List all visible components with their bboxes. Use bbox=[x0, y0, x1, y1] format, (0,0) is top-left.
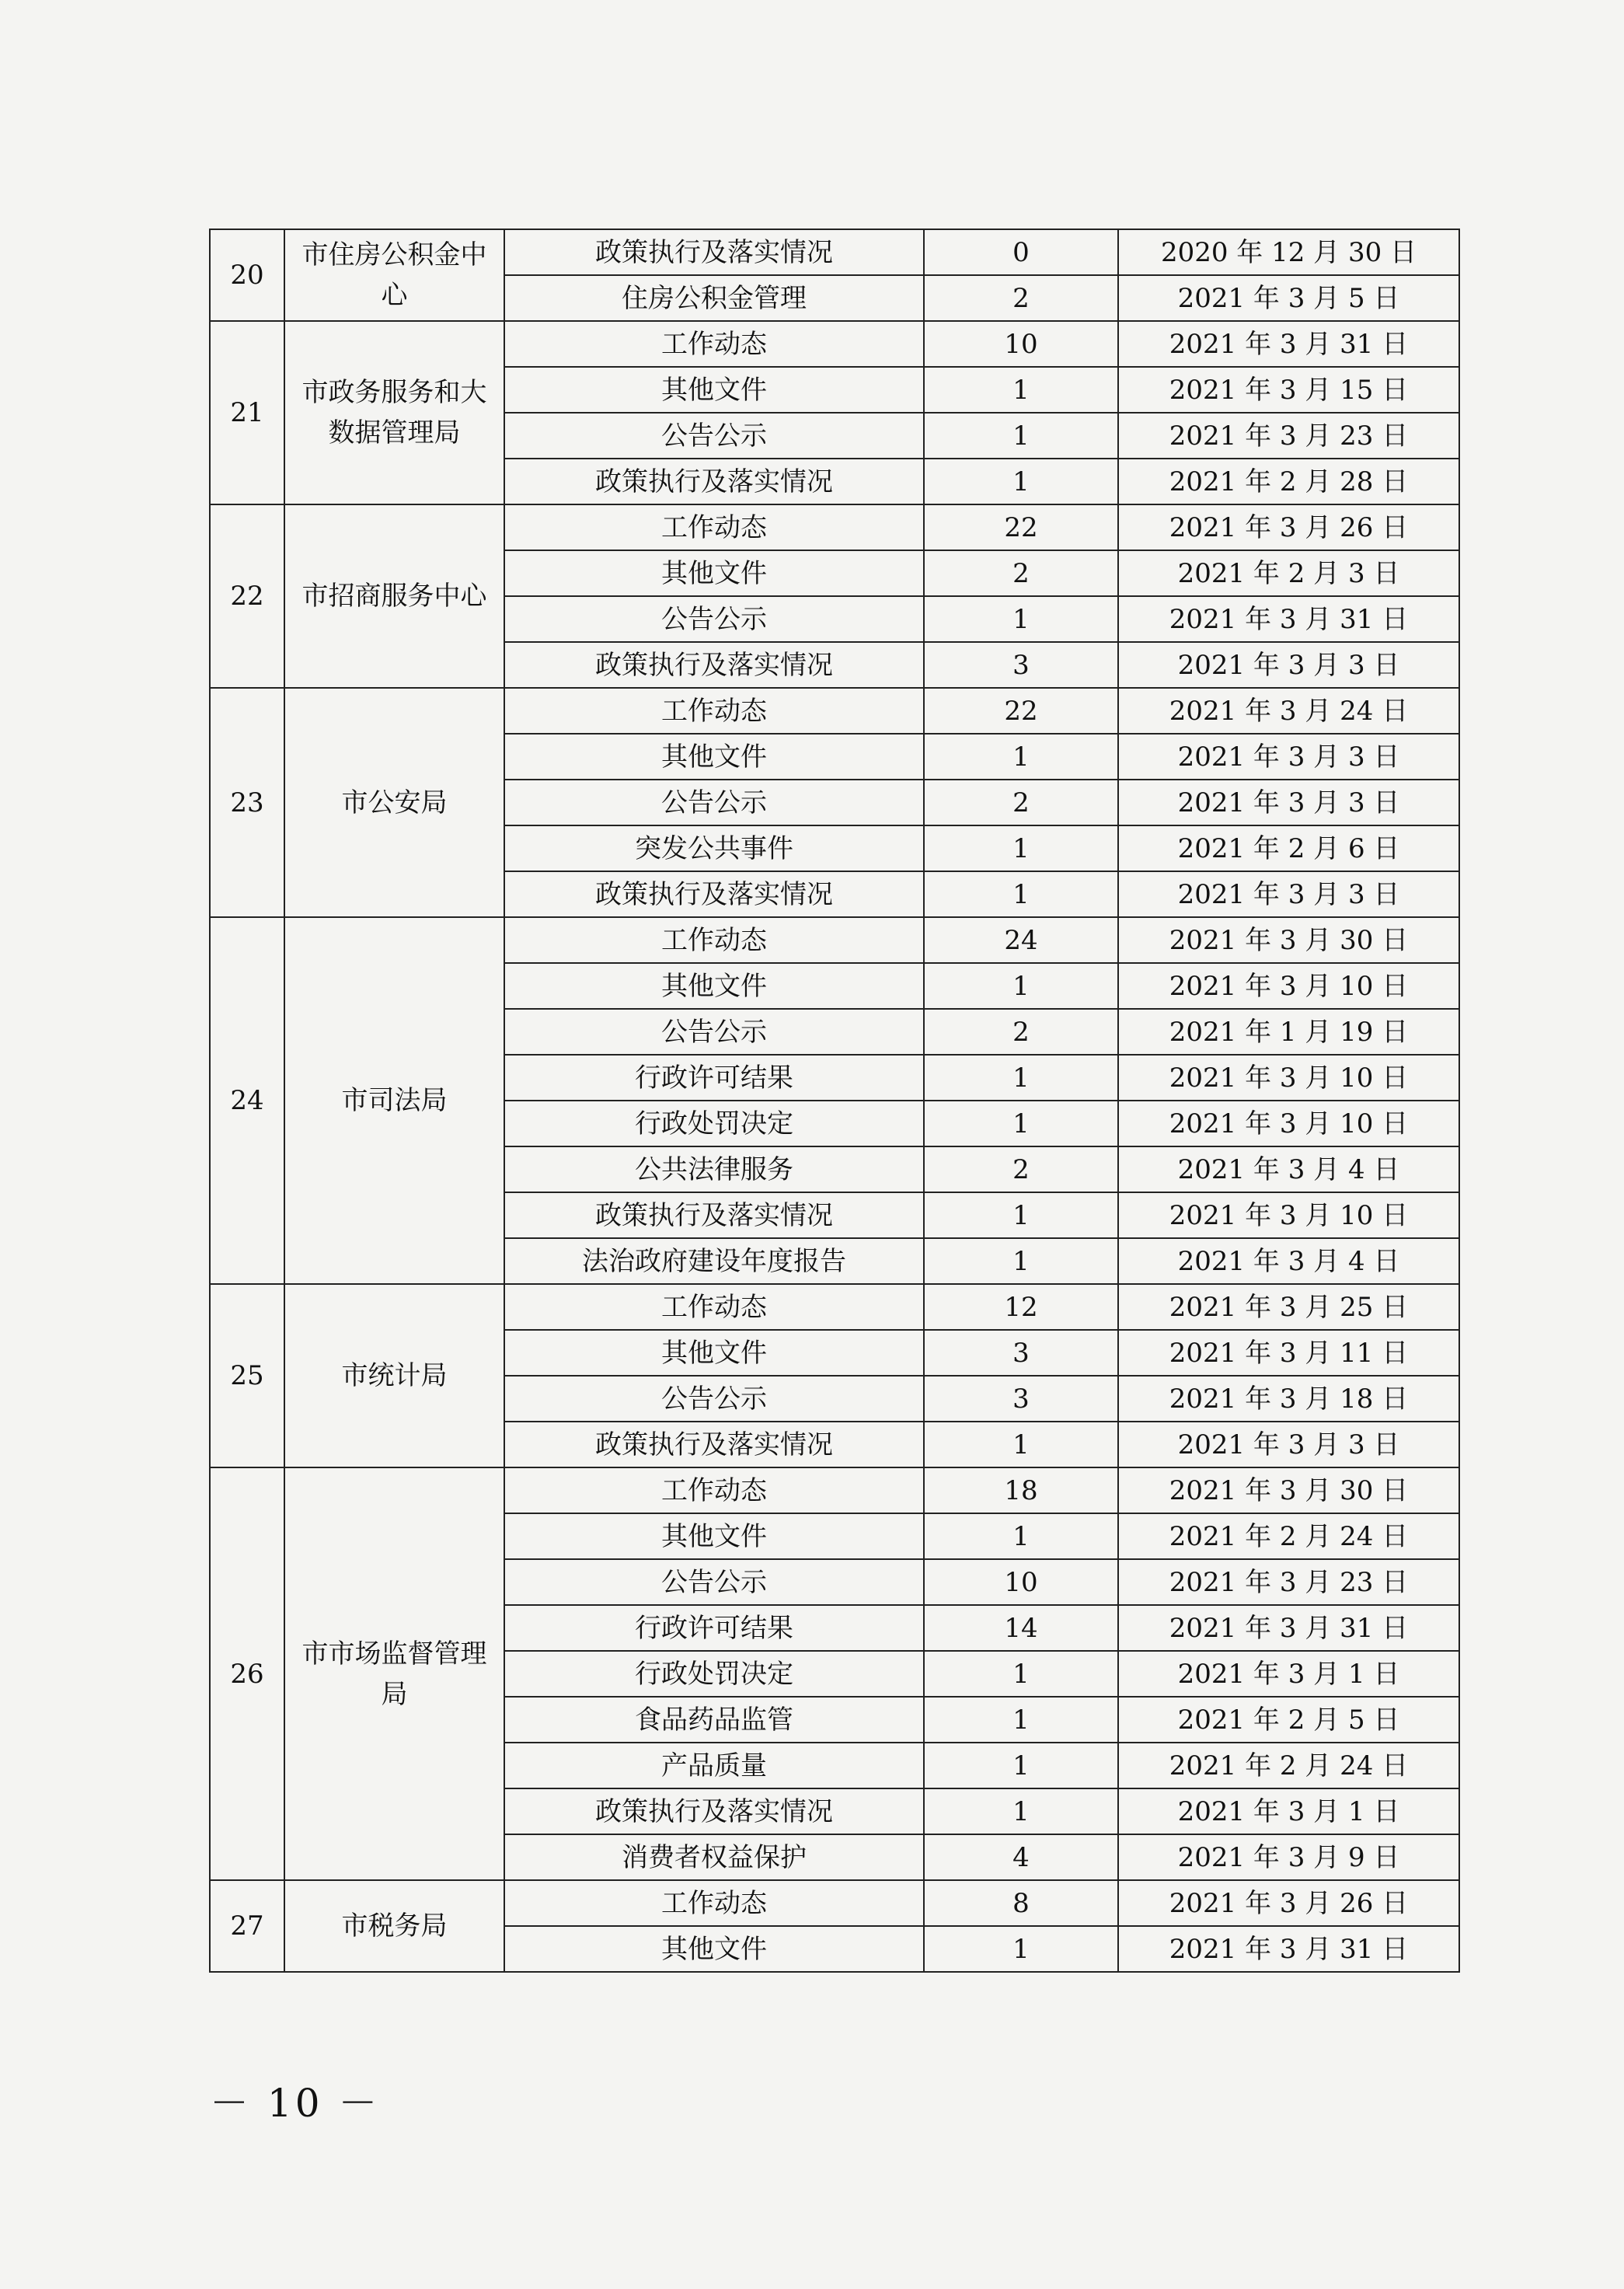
category-cell: 工作动态 bbox=[504, 1880, 924, 1926]
date-cell: 2021 年 3 月 15 日 bbox=[1118, 367, 1459, 413]
count-cell: 2 bbox=[924, 780, 1118, 825]
category-cell: 其他文件 bbox=[504, 963, 924, 1009]
count-cell: 12 bbox=[924, 1284, 1118, 1330]
count-cell: 1 bbox=[924, 596, 1118, 642]
date-cell: 2021 年 3 月 11 日 bbox=[1118, 1330, 1459, 1376]
count-cell: 4 bbox=[924, 1834, 1118, 1880]
row-number-cell: 20 bbox=[210, 229, 284, 321]
count-cell: 8 bbox=[924, 1880, 1118, 1926]
category-cell: 其他文件 bbox=[504, 734, 924, 780]
category-cell: 工作动态 bbox=[504, 1284, 924, 1330]
date-cell: 2021 年 3 月 10 日 bbox=[1118, 1101, 1459, 1146]
category-cell: 其他文件 bbox=[504, 1330, 924, 1376]
date-cell: 2021 年 3 月 3 日 bbox=[1118, 1422, 1459, 1467]
count-cell: 3 bbox=[924, 1330, 1118, 1376]
date-cell: 2021 年 3 月 31 日 bbox=[1118, 596, 1459, 642]
date-cell: 2020 年 12 月 30 日 bbox=[1118, 229, 1459, 275]
date-cell: 2021 年 3 月 10 日 bbox=[1118, 1055, 1459, 1101]
category-cell: 公共法律服务 bbox=[504, 1146, 924, 1192]
count-cell: 1 bbox=[924, 1055, 1118, 1101]
department-cell: 市招商服务中心 bbox=[284, 504, 504, 688]
date-cell: 2021 年 3 月 4 日 bbox=[1118, 1238, 1459, 1284]
count-cell: 1 bbox=[924, 734, 1118, 780]
count-cell: 10 bbox=[924, 321, 1118, 367]
category-cell: 工作动态 bbox=[504, 688, 924, 734]
date-cell: 2021 年 3 月 18 日 bbox=[1118, 1376, 1459, 1422]
count-cell: 1 bbox=[924, 413, 1118, 459]
department-cell: 市公安局 bbox=[284, 688, 504, 917]
category-cell: 其他文件 bbox=[504, 1513, 924, 1559]
count-cell: 1 bbox=[924, 825, 1118, 871]
count-cell: 1 bbox=[924, 1422, 1118, 1467]
count-cell: 1 bbox=[924, 1513, 1118, 1559]
count-cell: 1 bbox=[924, 1697, 1118, 1743]
category-cell: 政策执行及落实情况 bbox=[504, 459, 924, 504]
category-cell: 其他文件 bbox=[504, 367, 924, 413]
page-number: － 10 － bbox=[210, 2081, 381, 2126]
row-number-cell: 23 bbox=[210, 688, 284, 917]
category-cell: 其他文件 bbox=[504, 1926, 924, 1972]
department-cell: 市司法局 bbox=[284, 917, 504, 1284]
count-cell: 2 bbox=[924, 1009, 1118, 1055]
table-row bbox=[210, 1284, 1459, 1330]
category-cell: 政策执行及落实情况 bbox=[504, 1192, 924, 1238]
count-cell: 18 bbox=[924, 1467, 1118, 1513]
category-cell: 工作动态 bbox=[504, 321, 924, 367]
row-number-cell: 24 bbox=[210, 917, 284, 1284]
category-cell: 行政处罚决定 bbox=[504, 1101, 924, 1146]
count-cell: 1 bbox=[924, 459, 1118, 504]
date-cell: 2021 年 2 月 3 日 bbox=[1118, 550, 1459, 596]
table-row bbox=[210, 504, 1459, 550]
disclosure-table bbox=[209, 229, 1460, 1973]
category-cell: 行政许可结果 bbox=[504, 1605, 924, 1651]
table-body bbox=[210, 229, 1459, 1972]
category-cell: 政策执行及落实情况 bbox=[504, 1422, 924, 1467]
date-cell: 2021 年 3 月 4 日 bbox=[1118, 1146, 1459, 1192]
row-number-cell: 22 bbox=[210, 504, 284, 688]
category-cell: 工作动态 bbox=[504, 917, 924, 963]
department-cell: 市市场监督管理局 bbox=[284, 1467, 504, 1880]
date-cell: 2021 年 3 月 24 日 bbox=[1118, 688, 1459, 734]
category-cell: 公告公示 bbox=[504, 1559, 924, 1605]
category-cell: 住房公积金管理 bbox=[504, 275, 924, 321]
category-cell: 公告公示 bbox=[504, 1376, 924, 1422]
count-cell: 1 bbox=[924, 1192, 1118, 1238]
category-cell: 政策执行及落实情况 bbox=[504, 642, 924, 688]
date-cell: 2021 年 2 月 28 日 bbox=[1118, 459, 1459, 504]
date-cell: 2021 年 2 月 24 日 bbox=[1118, 1513, 1459, 1559]
count-cell: 1 bbox=[924, 367, 1118, 413]
count-cell: 1 bbox=[924, 1788, 1118, 1834]
table-row bbox=[210, 229, 1459, 275]
count-cell: 1 bbox=[924, 1238, 1118, 1284]
category-cell: 食品药品监管 bbox=[504, 1697, 924, 1743]
category-cell: 政策执行及落实情况 bbox=[504, 871, 924, 917]
count-cell: 22 bbox=[924, 688, 1118, 734]
date-cell: 2021 年 3 月 1 日 bbox=[1118, 1788, 1459, 1834]
row-number-cell: 27 bbox=[210, 1880, 284, 1972]
category-cell: 工作动态 bbox=[504, 1467, 924, 1513]
department-cell: 市住房公积金中心 bbox=[284, 229, 504, 321]
department-cell: 市税务局 bbox=[284, 1880, 504, 1972]
table-row bbox=[210, 688, 1459, 734]
date-cell: 2021 年 3 月 3 日 bbox=[1118, 871, 1459, 917]
category-cell: 政策执行及落实情况 bbox=[504, 229, 924, 275]
date-cell: 2021 年 3 月 25 日 bbox=[1118, 1284, 1459, 1330]
date-cell: 2021 年 3 月 30 日 bbox=[1118, 1467, 1459, 1513]
category-cell: 突发公共事件 bbox=[504, 825, 924, 871]
date-cell: 2021 年 2 月 6 日 bbox=[1118, 825, 1459, 871]
count-cell: 24 bbox=[924, 917, 1118, 963]
category-cell: 政策执行及落实情况 bbox=[504, 1788, 924, 1834]
category-cell: 公告公示 bbox=[504, 1009, 924, 1055]
date-cell: 2021 年 3 月 23 日 bbox=[1118, 1559, 1459, 1605]
date-cell: 2021 年 3 月 3 日 bbox=[1118, 734, 1459, 780]
date-cell: 2021 年 2 月 24 日 bbox=[1118, 1743, 1459, 1788]
count-cell: 14 bbox=[924, 1605, 1118, 1651]
count-cell: 1 bbox=[924, 1926, 1118, 1972]
count-cell: 1 bbox=[924, 1651, 1118, 1697]
category-cell: 公告公示 bbox=[504, 780, 924, 825]
department-cell: 市统计局 bbox=[284, 1284, 504, 1467]
date-cell: 2021 年 3 月 31 日 bbox=[1118, 1926, 1459, 1972]
date-cell: 2021 年 2 月 5 日 bbox=[1118, 1697, 1459, 1743]
table-row bbox=[210, 917, 1459, 963]
count-cell: 2 bbox=[924, 275, 1118, 321]
count-cell: 1 bbox=[924, 963, 1118, 1009]
row-number-cell: 25 bbox=[210, 1284, 284, 1467]
category-cell: 消费者权益保护 bbox=[504, 1834, 924, 1880]
count-cell: 10 bbox=[924, 1559, 1118, 1605]
date-cell: 2021 年 3 月 26 日 bbox=[1118, 504, 1459, 550]
date-cell: 2021 年 3 月 26 日 bbox=[1118, 1880, 1459, 1926]
count-cell: 3 bbox=[924, 1376, 1118, 1422]
date-cell: 2021 年 3 月 5 日 bbox=[1118, 275, 1459, 321]
category-cell: 公告公示 bbox=[504, 596, 924, 642]
count-cell: 2 bbox=[924, 550, 1118, 596]
count-cell: 1 bbox=[924, 1101, 1118, 1146]
date-cell: 2021 年 3 月 30 日 bbox=[1118, 917, 1459, 963]
date-cell: 2021 年 3 月 31 日 bbox=[1118, 1605, 1459, 1651]
category-cell: 公告公示 bbox=[504, 413, 924, 459]
date-cell: 2021 年 3 月 23 日 bbox=[1118, 413, 1459, 459]
date-cell: 2021 年 3 月 3 日 bbox=[1118, 642, 1459, 688]
category-cell: 行政许可结果 bbox=[504, 1055, 924, 1101]
date-cell: 2021 年 3 月 3 日 bbox=[1118, 780, 1459, 825]
category-cell: 行政处罚决定 bbox=[504, 1651, 924, 1697]
date-cell: 2021 年 3 月 1 日 bbox=[1118, 1651, 1459, 1697]
category-cell: 产品质量 bbox=[504, 1743, 924, 1788]
date-cell: 2021 年 3 月 31 日 bbox=[1118, 321, 1459, 367]
count-cell: 0 bbox=[924, 229, 1118, 275]
row-number-cell: 26 bbox=[210, 1467, 284, 1880]
table-row bbox=[210, 1467, 1459, 1513]
table-row bbox=[210, 321, 1459, 367]
category-cell: 工作动态 bbox=[504, 504, 924, 550]
date-cell: 2021 年 3 月 10 日 bbox=[1118, 1192, 1459, 1238]
department-cell: 市政务服务和大数据管理局 bbox=[284, 321, 504, 504]
count-cell: 1 bbox=[924, 871, 1118, 917]
date-cell: 2021 年 1 月 19 日 bbox=[1118, 1009, 1459, 1055]
count-cell: 22 bbox=[924, 504, 1118, 550]
date-cell: 2021 年 3 月 10 日 bbox=[1118, 963, 1459, 1009]
category-cell: 其他文件 bbox=[504, 550, 924, 596]
row-number-cell: 21 bbox=[210, 321, 284, 504]
count-cell: 3 bbox=[924, 642, 1118, 688]
table-row bbox=[210, 1880, 1459, 1926]
date-cell: 2021 年 3 月 9 日 bbox=[1118, 1834, 1459, 1880]
category-cell: 法治政府建设年度报告 bbox=[504, 1238, 924, 1284]
count-cell: 1 bbox=[924, 1743, 1118, 1788]
count-cell: 2 bbox=[924, 1146, 1118, 1192]
